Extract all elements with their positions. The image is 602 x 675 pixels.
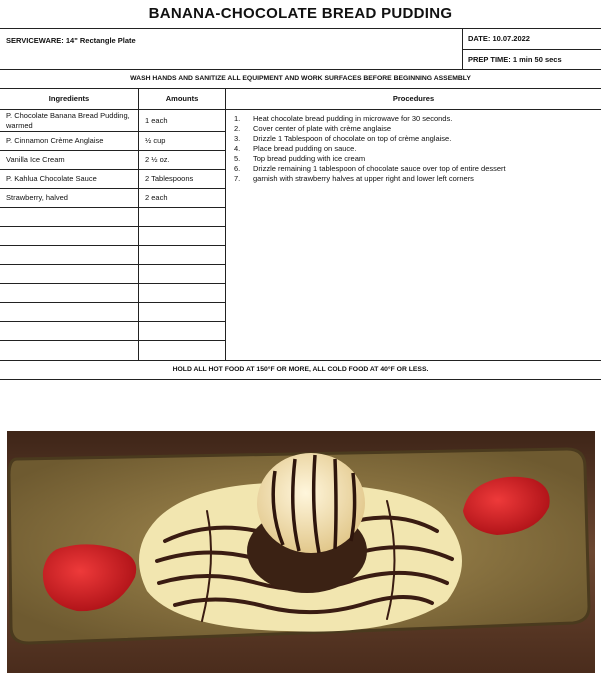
procedure-step [234,174,601,184]
amounts-header: Amounts [139,89,225,110]
amount-cell: 2 each [139,189,225,208]
amount-cell: 2 Tablespoons [139,170,225,189]
ingredient-cell [0,246,138,265]
dessert-photo [7,431,595,673]
procedure-step [234,164,601,174]
amount-cell [139,227,225,246]
meta-fields [463,29,601,69]
ingredients-column [0,89,139,360]
procedure-step [234,134,601,144]
ingredient-cell: P. Chocolate Banana Bread Pudding, warmed [0,110,138,132]
amount-cell: ½ cup [139,132,225,151]
ingredient-cell [0,208,138,227]
serviceware-field: SERVICEWARE: 14" Rectangle Plate [0,29,463,69]
ingredient-cell [0,303,138,322]
amount-cell [139,303,225,322]
step-number: 6. [234,164,241,173]
step-number: 2. [234,124,241,133]
sanitize-warning: WASH HANDS AND SANITIZE ALL EQUIPMENT AND WORK SURFACES BEFORE BEGINNING ASSEMBLY [0,70,601,89]
procedure-step [234,124,601,134]
date-field: DATE: 10.07.2022 [463,29,601,50]
ingredient-cell [0,227,138,246]
ingredient-cell [0,341,138,360]
procedure-step [234,144,601,154]
ingredient-cell [0,322,138,341]
ingredient-cell: P. Kahlua Chocolate Sauce [0,170,138,189]
procedures-list [226,110,601,184]
ingredients-header: Ingredients [0,89,138,110]
recipe-title: BANANA-CHOCOLATE BREAD PUDDING [0,0,601,29]
amount-cell [139,246,225,265]
amount-cell: 2 ½ oz. [139,151,225,170]
recipe-table [0,89,601,361]
procedures-header: Procedures [226,89,601,110]
procedure-step [234,114,601,124]
amounts-column [139,89,226,360]
amount-cell [139,322,225,341]
recipe-header [0,29,601,70]
ingredient-cell: P. Cinnamon Crème Anglaise [0,132,138,151]
step-text: Drizzle remaining 1 tablespoon of chocolate sauce over top of entire dessert [253,164,506,173]
step-number: 7. [234,174,241,183]
step-text: Place bread pudding on sauce. [253,144,357,153]
amount-cell [139,208,225,227]
prep-time-field: PREP TIME: 1 min 50 secs [468,54,562,64]
step-number: 5. [234,154,241,163]
procedure-step [234,154,601,164]
ingredient-cell [0,265,138,284]
amount-cell [139,341,225,360]
step-text: garnish with strawberry halves at upper right and lower left corners [253,174,474,183]
food-temp-notice: HOLD ALL HOT FOOD AT 150°F OR MORE, ALL COLD FOOD AT 40°F OR LESS. [0,361,601,380]
amount-cell [139,284,225,303]
step-text: Drizzle 1 Tablespoon of chocolate on top of crème anglaise. [253,134,452,143]
ingredient-cell: Vanilla Ice Cream [0,151,138,170]
step-text: Cover center of plate with crème anglaise [253,124,391,133]
amount-cell [139,265,225,284]
step-number: 1. [234,114,241,123]
ingredient-cell: Strawberry, halved [0,189,138,208]
step-text: Top bread pudding with ice cream [253,154,366,163]
ingredient-cell [0,284,138,303]
amount-cell: 1 each [139,110,225,132]
step-number: 3. [234,134,241,143]
step-text: Heat chocolate bread pudding in microwave for 30 seconds. [253,114,453,123]
procedures-column [226,89,601,360]
step-number: 4. [234,144,241,153]
